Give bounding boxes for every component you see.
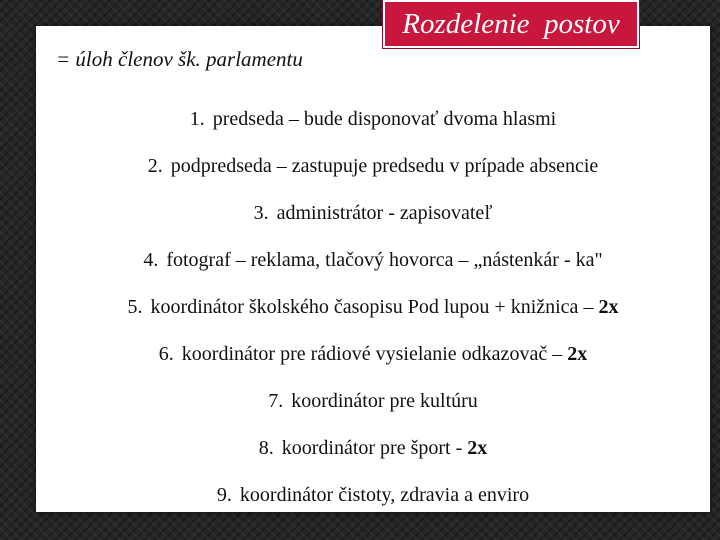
list-item-text: fotograf – reklama, tlačový hovorca – „nástenkár - ka" [166,249,603,271]
list-item-number: 4. [143,249,159,271]
list-item-text: administrátor - zapisovateľ [276,202,493,224]
list-item-text: koordinátor školského časopisu Pod lupou + knižnica – [150,296,599,318]
list-item-text: koordinátor pre šport - [281,437,468,459]
list-item [36,343,710,390]
list-item [36,437,710,484]
list-item [36,296,710,343]
list-item-count: 2x [598,296,619,318]
list-item [36,108,710,155]
list-item-number: 2. [147,155,163,177]
list-item [36,202,710,249]
list-item-number: 9. [216,484,232,506]
list-item-text: predseda – bude disponovať dvoma hlasmi [212,108,557,130]
list-item [36,249,710,296]
list-item-number: 8. [258,437,274,459]
list-item-number: 5. [127,296,143,318]
slide-title: Rozdelenie postov [383,0,639,48]
list-item-text: podpredseda – zastupuje predsedu v prípade absencie [170,155,599,177]
list-item [36,155,710,202]
list-item-number: 6. [158,343,174,365]
list-item-count: 2x [467,437,488,459]
list-item-number: 1. [189,108,205,130]
list-item-number: 7. [268,390,284,412]
list-item [36,484,710,531]
role-list [36,108,710,531]
list-item-text: koordinátor pre rádiové vysielanie odkazovač – [181,343,568,365]
list-item-text: koordinátor čistoty, zdravia a enviro [239,484,530,506]
list-item-text: koordinátor pre kultúru [291,390,478,412]
slide-subtitle: = úloh členov šk. parlamentu [56,47,303,71]
list-item [36,390,710,437]
list-item-count: 2x [567,343,588,365]
list-item-number: 3. [253,202,269,224]
